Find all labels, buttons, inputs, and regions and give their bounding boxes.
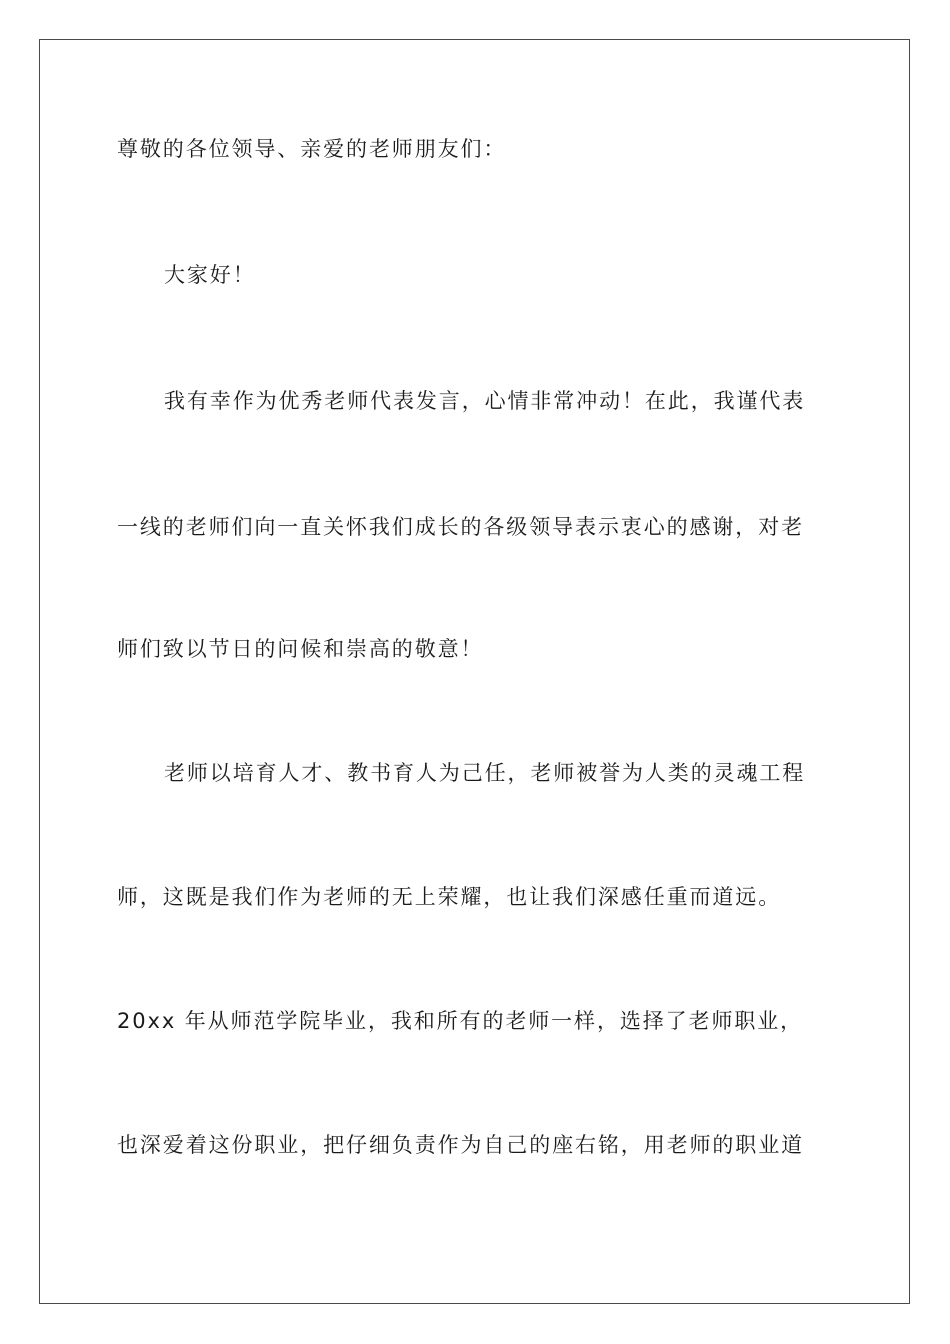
- paragraph-line: 一线的老师们向一直关怀我们成长的各级领导表示衷心的感谢，对老: [117, 515, 804, 539]
- paragraph-line: 也深爱着这份职业，把仔细负责作为自己的座右铭，用老师的职业道: [117, 1133, 804, 1157]
- paragraph-line: 师，这既是我们作为老师的无上荣耀，也让我们深感任重而道远。: [117, 885, 782, 909]
- salutation-line: 尊敬的各位领导、亲爱的老师朋友们：: [117, 137, 507, 161]
- greeting-line: 大家好！: [164, 263, 256, 287]
- paragraph-line: 师们致以节日的问候和崇高的敬意！: [117, 637, 484, 661]
- paragraph-line: 老师以培育人才、教书育人为己任，老师被誉为人类的灵魂工程: [164, 761, 806, 785]
- paragraph-line: 20xx 年从师范学院毕业，我和所有的老师一样，选择了老师职业，: [117, 1009, 804, 1033]
- paragraph-line: 我有幸作为优秀老师代表发言，心情非常冲动！在此，我谨代表: [164, 389, 806, 413]
- page-border: [39, 39, 910, 1304]
